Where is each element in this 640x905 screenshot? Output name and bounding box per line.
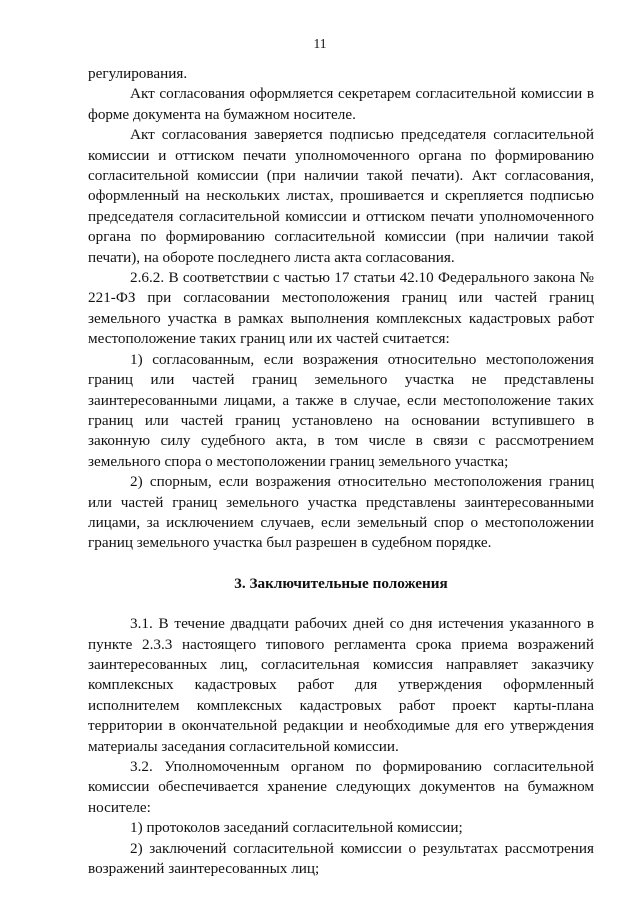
paragraph: Акт согласования заверяется подписью председателя согласительной комиссии и оттиском печати уполномоченного органа по формированию согласительной комиссии (при наличии такой печати). Акт согласования, оформленный на нескольких листах, прошивается и скрепляется подписью председателя согласительной комиссии и оттиском печати уполномоченного органа по формированию согласительной комиссии (при наличии такой печати), на обороте последнего листа акта согласования. [88, 126, 594, 266]
paragraph: 2) спорным, если возражения относительно местоположения границ или частей границ земельного участка представлены заинтересованными лицами, за исключением случаев, если земельный спор о местоположении границ земельного участка был разрешен в судебном порядке. [88, 473, 594, 552]
paragraph: 3.2. Уполномоченным органом по формированию согласительной комиссии обеспечивается хранение следующих документов на бумажном носителе: [88, 758, 594, 816]
paragraph: 2.6.2. В соответствии с частью 17 статьи 42.10 Федерального закона № 221-ФЗ при согласовании местоположения границ или частей границ земельного участка в рамках выполнения комплексных кадастровых работ местоположение таких границ или их частей считается: [88, 269, 594, 348]
paragraph: 1) согласованным, если возражения относительно местоположения границ или частей границ земельного участка не представлены заинтересованными лицами, а также в случае, если местоположение таких границ или частей границ установлено на основании вступившего в законную силу судебного акта, в том числе в связи с рассмотрением земельного спора о местоположении границ земельного участка; [88, 350, 594, 470]
paragraph: 2) заключений согласительной комиссии о результатах рассмотрения возражений заинтересованных лиц; [88, 839, 594, 878]
paragraph: 3.1. В течение двадцати рабочих дней со дня истечения указанного в пункте 2.3.3 настоящего типового регламента срока приема возражений заинтересованных лиц, согласительная комиссия направляет заказчику комплексных кадастровых работ для утверждения оформленный исполнителем комплексных кадастровых работ проект карты-плана территории в окончательной редакции и необходимые для его утверждения материалы заседания согласительной комиссии. [88, 615, 594, 755]
page-number: 11 [313, 36, 327, 51]
section-heading: 3. Заключительные положения [234, 574, 448, 592]
paragraph: Акт согласования оформляется секретарем согласительной комиссии в форме документа на бумажном носителе. [88, 85, 594, 123]
paragraph: регулирования. [88, 65, 188, 82]
paragraph: 1) протоколов заседаний согласительной комиссии; [130, 819, 463, 837]
document-body [88, 64, 594, 879]
